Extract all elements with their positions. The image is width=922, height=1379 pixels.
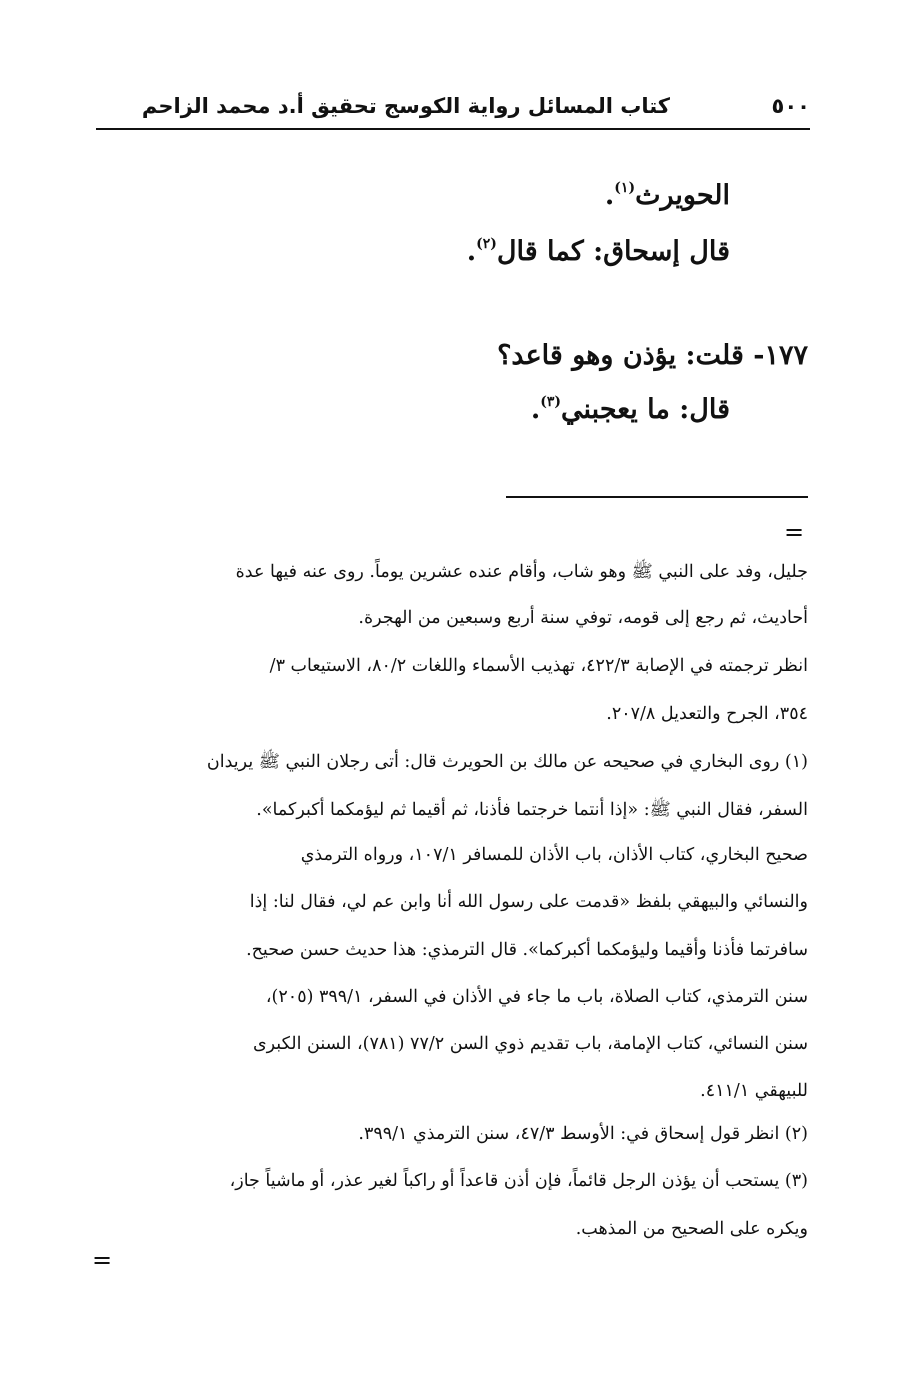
footnote-3: (٣) يستحب أن يؤذن الرجل قائماً، فإن أذن قاعداً أو راكباً لغير عذر، أو ماشياً جاز، xyxy=(229,1171,808,1191)
footnote-line: ٣٥٤، الجرح والتعديل ٢٠٧/٨. xyxy=(606,704,808,724)
footnote-line: سنن النسائي، كتاب الإمامة، باب تقديم ذوي السن ٧٧/٢ (٧٨١)، السنن الكبرى xyxy=(252,1034,808,1054)
footnote-line: أحاديث، ثم رجع إلى قومه، توفي سنة أربع وسبعين من الهجرة. xyxy=(358,608,808,628)
period: . xyxy=(466,236,477,267)
footnote-2: (٢) انظر قول إسحاق في: الأوسط ٤٧/٣، سنن الترمذي ٣٩٩/١. xyxy=(358,1124,808,1144)
footnote-line: السفر، فقال النبي ﷺ: «إذا أنتما خرجتما فأذنا، ثم أقيما ثم ليؤمكما أكبركما». xyxy=(256,800,808,820)
footnote-separator xyxy=(506,496,808,498)
footnote-line: والنسائي والبيهقي بلفظ «قدمت على رسول الله أنا وابن عم لي، فقال لنا: إذا xyxy=(249,892,808,912)
footnote-line: جليل، وفد على النبي ﷺ وهو شاب، وأقام عنده عشرين يوماً. روى عنه فيها عدة xyxy=(235,562,808,582)
footnote-line: صحيح البخاري، كتاب الأذان، باب الأذان للمسافر ١٠٧/١، ورواه الترمذي xyxy=(300,845,808,865)
body-text: قال إسحاق: كما قال xyxy=(496,236,730,267)
running-header xyxy=(96,86,810,130)
body-text: الحويرث xyxy=(635,180,730,211)
footnote-ref: (٣) xyxy=(540,394,562,410)
footnote-line: للبيهقي ٤١١/١. xyxy=(700,1081,808,1101)
answer-177 xyxy=(531,394,730,425)
footnote-line: انظر ترجمته في الإصابة ٤٢٢/٣، تهذيب الأسماء واللغات ٨٠/٢، الاستيعاب ٣/ xyxy=(269,656,808,676)
footnote-ref: (١) xyxy=(614,180,636,196)
footnote-line: سافرتما فأذنا وأقيما وليؤمكما أكبركما». قال الترمذي: هذا حديث حسن صحيح. xyxy=(246,940,808,960)
period: . xyxy=(530,394,541,425)
body-line-1 xyxy=(605,180,730,211)
footnote-line: ويكره على الصحيح من المذهب. xyxy=(575,1219,808,1239)
book-title: كتاب المسائل رواية الكوسج تحقيق أ.د محمد الزاحم xyxy=(141,94,670,118)
footnote-line: سنن الترمذي، كتاب الصلاة، باب ما جاء في الأذان في السفر، ٣٩٩/١ (٢٠٥)، xyxy=(265,987,808,1007)
page-number: ٥٠٠ xyxy=(771,94,810,118)
body-line-2 xyxy=(467,236,730,267)
question-177: ١٧٧- قلت: يؤذن وهو قاعد؟ xyxy=(497,340,808,371)
period: . xyxy=(604,180,615,211)
footnote-1: (١) روى البخاري في صحيحه عن مالك بن الحويرث قال: أتى رجلان النبي ﷺ يريدان xyxy=(206,752,808,772)
body-text: قال: ما يعجبني xyxy=(561,394,730,425)
continuation-mark-top: = xyxy=(784,518,805,546)
continuation-mark-bottom: = xyxy=(92,1246,113,1274)
footnote-ref: (٢) xyxy=(476,236,497,252)
